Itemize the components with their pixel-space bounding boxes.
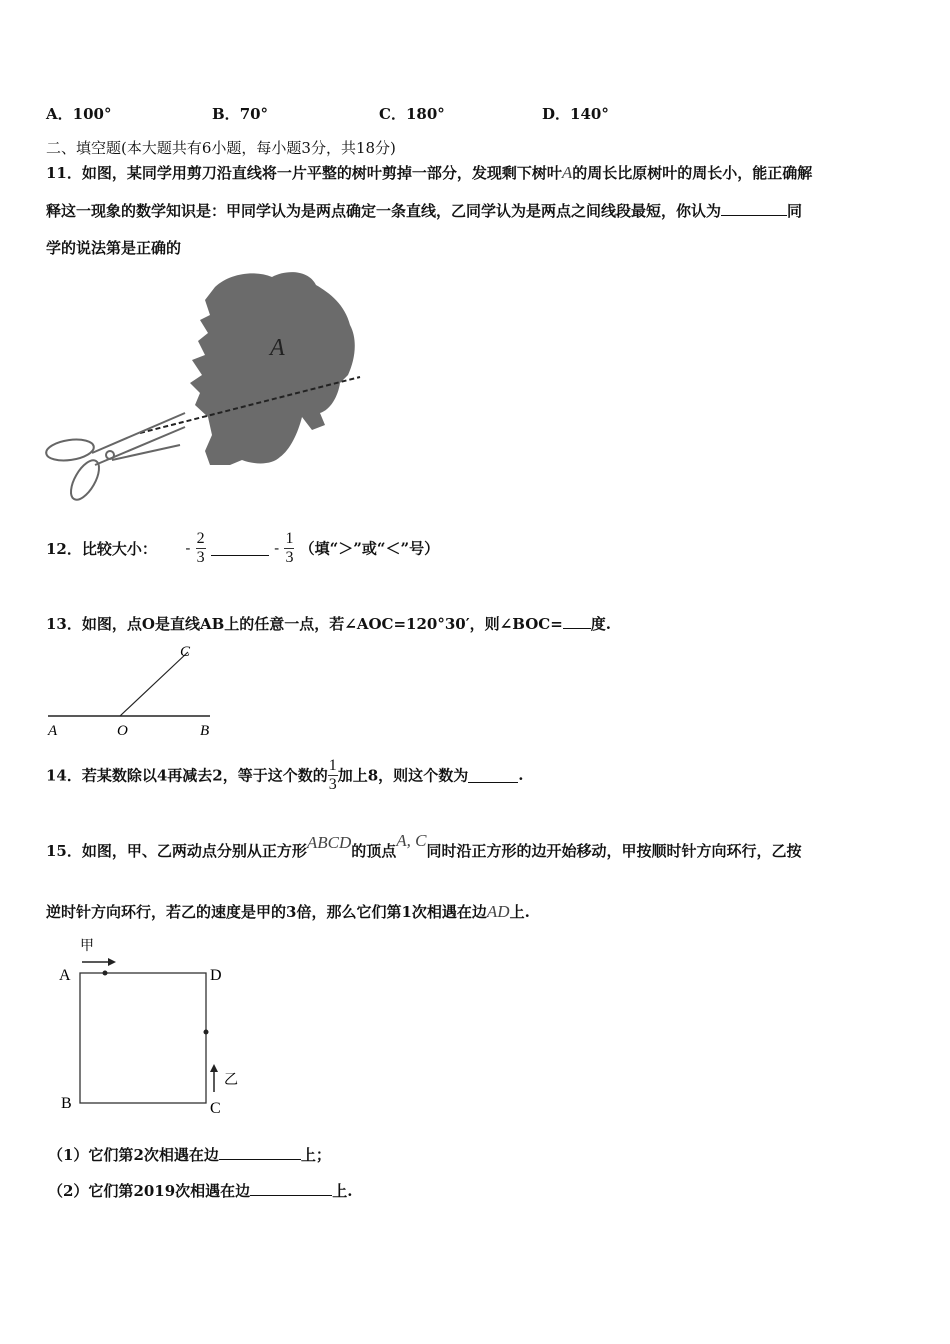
q11-line-2: [46, 200, 802, 221]
q13-text: 13．如图，点O是直线AB上的任意一点，若∠AOC=120°30′，则∠BOC=: [46, 615, 563, 633]
option-letter: C．: [379, 105, 406, 123]
minus-sign: -: [185, 539, 191, 558]
q15-text: 15．如图，甲、乙两动点分别从正方形: [46, 842, 307, 860]
q14-text: .: [518, 766, 524, 785]
option-d: [542, 103, 609, 124]
q11-text: 释这一现象的数学知识是：甲同学认为是两点确定一条直线，乙同学认为是两点之间线段最短，你认为: [46, 202, 722, 220]
answer-blank[interactable]: [219, 1158, 301, 1160]
q12-prefix: 12．比较大小：: [46, 539, 157, 558]
q14-text: 加上8，则这个数为: [337, 766, 469, 785]
q15-line-2: [46, 901, 530, 922]
q14-line: [46, 757, 523, 793]
q15-line-1: [46, 831, 802, 861]
label-a: A: [48, 723, 58, 739]
label-o: O: [117, 723, 128, 739]
label-b: B: [200, 723, 210, 739]
q12-line: [46, 530, 439, 566]
frac-den: 3: [196, 548, 205, 566]
option-letter: D．: [542, 105, 571, 123]
point-jia: [103, 971, 108, 976]
minus-sign: -: [274, 539, 280, 558]
q12-suffix: （填“＞”或“＜”号）: [299, 539, 440, 558]
option-a: [46, 103, 111, 124]
q15-sub-text: 上.: [332, 1182, 353, 1200]
label-jia: 甲: [80, 939, 94, 954]
label-b: B: [61, 1095, 72, 1112]
q11-line-3: 学的说法第是正确的: [46, 239, 182, 257]
ray-oc: [120, 652, 188, 716]
q15-sub-text: （1）它们第2次相遇在边: [48, 1146, 219, 1164]
label-c: C: [180, 644, 191, 660]
frac-num: 1: [328, 757, 337, 774]
answer-blank[interactable]: [211, 554, 269, 556]
q13-text: 度.: [590, 615, 612, 633]
square-figure: [50, 930, 260, 1120]
leaf-label-a: A: [270, 335, 285, 361]
answer-blank[interactable]: [468, 781, 518, 783]
q11-var-a: A: [561, 163, 573, 182]
frac-num: 2: [196, 530, 205, 547]
option-text: 180°: [405, 105, 445, 123]
leaf-shape: [190, 272, 355, 465]
option-letter: B．: [212, 105, 240, 123]
q15-sub-2: [48, 1180, 352, 1201]
fraction-two-thirds: [196, 530, 206, 566]
q15-text: 的顶点: [351, 842, 397, 860]
square-abcd: [80, 973, 206, 1103]
option-text: 100°: [72, 105, 112, 123]
q15-var-points: A, C: [396, 831, 427, 850]
q11-text: 11．如图，某同学用剪刀沿直线将一片平整的树叶剪掉一部分，发现剩下树叶: [46, 164, 562, 182]
q15-sub-text: （2）它们第2019次相遇在边: [48, 1182, 251, 1200]
option-text: 70°: [239, 105, 269, 123]
label-yi: 乙: [224, 1073, 238, 1088]
frac-den: 3: [285, 548, 294, 566]
q15-sub-text: 上；: [300, 1146, 331, 1164]
q15-text: 同时沿正方形的边开始移动，甲按顺时针方向环行，乙按: [426, 842, 802, 860]
option-c: [379, 103, 445, 124]
frac-num: 1: [285, 530, 294, 547]
answer-blank[interactable]: [250, 1194, 332, 1196]
q15-var-square: ABCD: [306, 833, 352, 852]
section-heading: 二、填空题(本大题共有6小题，每小题3分，共18分): [46, 139, 396, 157]
angle-figure: [40, 640, 230, 740]
frac-den: 3: [328, 775, 337, 793]
option-letter: A．: [46, 105, 73, 123]
answer-blank[interactable]: [721, 214, 787, 216]
q11-text: 的周长比原树叶的周长小，能正确解: [572, 164, 813, 182]
q11-line-1: [46, 162, 812, 183]
q13-line: [46, 613, 611, 634]
point-yi: [204, 1030, 209, 1035]
q11-text: 同: [787, 202, 803, 220]
leaf-scissors-figure: [40, 265, 370, 510]
arrow-yi-head: [210, 1064, 218, 1072]
q14-text: 14．若某数除以4再减去2，等于这个数的: [46, 766, 328, 785]
fraction-one-third: [328, 757, 338, 793]
label-d: D: [210, 967, 222, 984]
option-b: [212, 103, 268, 124]
q15-text: 上.: [509, 903, 530, 921]
q15-var-edge: AD: [486, 902, 510, 921]
q15-sub-1: [48, 1144, 331, 1165]
arrow-jia-head: [108, 958, 116, 966]
answer-blank[interactable]: [563, 627, 591, 629]
label-a: A: [59, 967, 71, 984]
option-text: 140°: [570, 105, 609, 123]
label-c: C: [210, 1100, 221, 1117]
fraction-one-third: [284, 530, 294, 566]
q15-text: 逆时针方向环行，若乙的速度是甲的3倍，那么它们第1次相遇在边: [46, 903, 487, 921]
